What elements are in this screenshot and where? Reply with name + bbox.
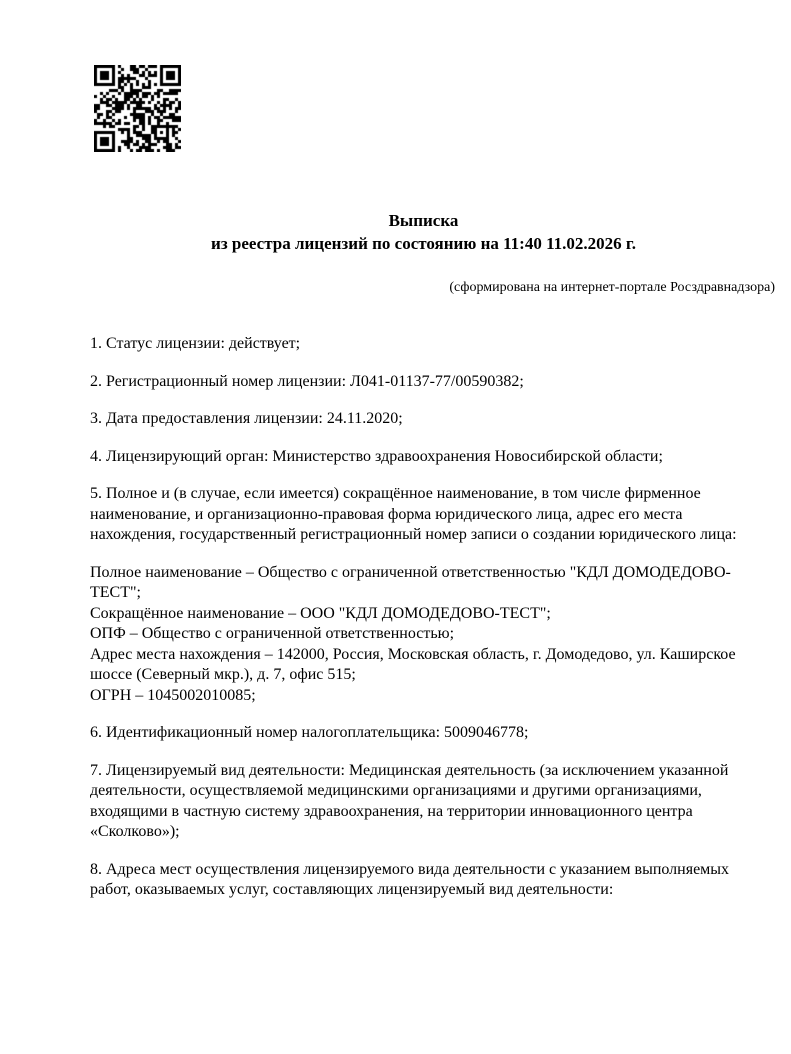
document-paragraph: 6. Идентификационный номер налогоплательщика: 5009046778;	[90, 724, 529, 741]
title-line-2: из реестра лицензий по состоянию на 11:40 11.02.2026 г.	[211, 234, 636, 253]
entity-detail-line: ОГРН – 1045002010085;	[90, 686, 256, 704]
entity-detail-line: Адрес места нахождения – 142000, Россия, Московская область, г. Домодедово, ул. Каширское шоссе (Северный мкр.), д. 7, офис 515;	[90, 645, 736, 683]
document-paragraph: 8. Адреса мест осуществления лицензируемого вида деятельности с указанием выполняемых работ, оказываемых услуг, составляющих лицензируемый вид деятельности:	[90, 860, 730, 898]
document-body	[90, 334, 757, 901]
document-title	[90, 209, 757, 255]
entity-detail-line: Полное наименование – Общество с ограниченной ответственностью "КДЛ ДОМОДЕДОВО-ТЕСТ";	[90, 563, 731, 601]
document-content	[90, 0, 775, 901]
document-paragraph: 7. Лицензируемый вид деятельности: Медицинская деятельность (за исключением указанной деятельности, осуществляемой медицинскими организациями и другими организациями, входящими в частную систему здравоохранения, на территории инновационного центра «Сколково»);	[90, 761, 729, 840]
entity-detail-line: Сокращённое наименование – ООО "КДЛ ДОМОДЕДОВО-ТЕСТ";	[90, 604, 551, 622]
document-paragraph: 5. Полное и (в случае, если имеется) сокращённое наименование, в том числе фирменное наименование, и организационно-правовая форма юридического лица, адрес его места нахождения, государственный регистрационный номер записи о создании юридического лица:	[90, 485, 737, 543]
entity-detail-line: ОПФ – Общество с ограниченной ответственностью;	[90, 625, 455, 642]
entity-details-block	[90, 563, 757, 707]
title-line-1: Выписка	[388, 211, 459, 230]
document-paragraph: 3. Дата предоставления лицензии: 24.11.2020;	[90, 410, 403, 427]
formation-note: (сформирована на интернет-портале Росздравнадзора)	[449, 280, 775, 295]
document-paragraph: 1. Статус лицензии: действует;	[90, 335, 301, 352]
document-paragraph: 2. Регистрационный номер лицензии: Л041-01137-77/00590382;	[90, 372, 524, 390]
document-paragraph: 4. Лицензирующий орган: Министерство здравоохранения Новосибирской области;	[90, 447, 663, 465]
